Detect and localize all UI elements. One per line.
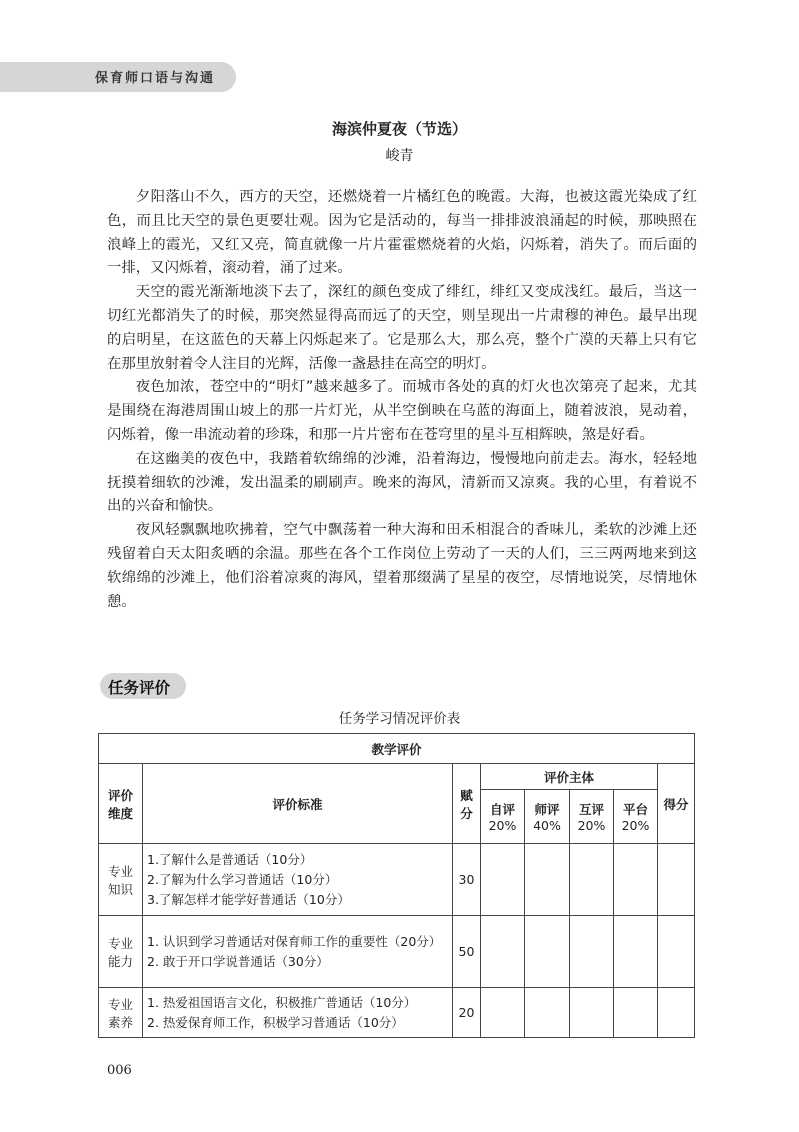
evaluator-teacher: 师评 40% — [525, 790, 570, 844]
score-cell[interactable] — [658, 988, 695, 1038]
page-number: 006 — [107, 1063, 132, 1078]
row-dimension: 专业素养 — [99, 988, 143, 1038]
header-criteria: 评价标准 — [143, 764, 453, 844]
evaluator-peer: 互评 20% — [570, 790, 614, 844]
header-score: 得分 — [658, 764, 695, 844]
table-row — [99, 988, 695, 1038]
poem-title: 海滨仲夏夜（节选） — [331, 120, 467, 138]
poem-author: 峻青 — [385, 148, 414, 164]
score-cell[interactable] — [570, 988, 614, 1038]
header-points: 赋分 — [453, 764, 481, 844]
table-caption: 任务学习情况评价表 — [338, 711, 461, 727]
table-top-header: 教学评价 — [99, 734, 695, 764]
criterion: 1. 热爱祖国语言文化，积极推广普通话（10分） — [147, 994, 417, 1010]
header-dimension: 评价维度 — [99, 764, 143, 844]
row-dimension: 专业知识 — [99, 844, 143, 916]
score-cell[interactable] — [525, 916, 570, 988]
table-row — [99, 916, 695, 988]
score-cell[interactable] — [481, 916, 525, 988]
score-cell[interactable] — [525, 988, 570, 1038]
row-criteria — [143, 844, 453, 916]
score-cell[interactable] — [570, 844, 614, 916]
row-criteria — [143, 988, 453, 1038]
score-cell[interactable] — [614, 988, 658, 1038]
evaluation-table — [98, 733, 695, 1038]
row-points: 30 — [453, 844, 481, 916]
row-points: 50 — [453, 916, 481, 988]
paragraph: 夜风轻飘飘地吹拂着，空气中飘荡着一种大海和田禾相混合的香味儿，柔软的沙滩上还残留着白天太阳炙晒的余温。那些在各个工作岗位上劳动了一天的人们，三三两两地来到这软绵绵的沙滩上，他们浴着凉爽的海风，望着那缀满了星星的夜空，尽情地说笑，尽情地休憩。 — [107, 522, 697, 610]
criterion: 1. 认识到学习普通话对保育师工作的重要性（20分） — [147, 933, 442, 949]
score-cell[interactable] — [658, 916, 695, 988]
criterion: 2. 敢于开口学说普通话（30分） — [147, 953, 329, 969]
score-cell[interactable] — [525, 844, 570, 916]
score-cell[interactable] — [481, 988, 525, 1038]
row-points: 20 — [453, 988, 481, 1038]
score-cell[interactable] — [614, 844, 658, 916]
evaluator-self: 自评 20% — [481, 790, 525, 844]
criterion: 3.了解怎样才能学好普通话（10分） — [147, 891, 350, 907]
score-cell[interactable] — [614, 916, 658, 988]
table-row — [99, 844, 695, 916]
poem-body — [107, 186, 697, 614]
book-title-header: 保育师口语与沟通 — [95, 71, 216, 86]
paragraph: 在这幽美的夜色中，我踏着软绵绵的沙滩，沿着海边，慢慢地向前走去。海水，轻轻地抚摸着细软的沙滩，发出温柔的刷刷声。晚来的海风，清新而又凉爽。我的心里，有着说不出的兴奋和愉快。 — [107, 450, 697, 515]
criterion: 2.了解为什么学习普通话（10分） — [147, 871, 338, 887]
paragraph: 天空的霞光渐渐地淡下去了，深红的颜色变成了绯红，绯红又变成浅红。最后，当这一切红光都消失了的时候，那突然显得高而远了的天空，则呈现出一片肃穆的神色。最早出现的启明星，在这蓝色的天幕上闪烁起来了。它是那么大，那么亮，整个广漠的天幕上只有它在那里放射着令人注目的光辉，活像一盏悬挂在高空的明灯。 — [107, 284, 697, 372]
paragraph: 夕阳落山不久，西方的天空，还燃烧着一片橘红色的晚霞。大海，也被这霞光染成了红色，而且比天空的景色更要壮观。因为它是活动的，每当一排排波浪涌起的时候，那映照在浪峰上的霞光，又红又亮，简直就像一片片霍霍燃烧着的火焰，闪烁着，消失了。而后面的一排，又闪烁着，滚动着，涌了过来。 — [107, 189, 697, 277]
header-evaluators: 评价主体 — [481, 764, 658, 790]
score-cell[interactable] — [570, 916, 614, 988]
section-heading: 任务评价 — [108, 679, 171, 697]
score-cell[interactable] — [658, 844, 695, 916]
score-cell[interactable] — [481, 844, 525, 916]
criterion: 1.了解什么是普通话（10分） — [147, 851, 313, 867]
paragraph: 夜色加浓，苍空中的“明灯”越来越多了。而城市各处的真的灯火也次第亮了起来，尤其是围绕在海港周围山坡上的那一片灯光，从半空倒映在乌蓝的海面上，随着波浪，晃动着，闪烁着，像一串流动着的珍珠，和那一片片密布在苍穹里的星斗互相辉映，煞是好看。 — [107, 379, 697, 443]
criterion: 2. 热爱保育师工作，积极学习普通话（10分） — [147, 1014, 404, 1030]
row-dimension: 专业能力 — [99, 916, 143, 988]
evaluator-platform: 平台 20% — [614, 790, 658, 844]
row-criteria — [143, 916, 453, 988]
